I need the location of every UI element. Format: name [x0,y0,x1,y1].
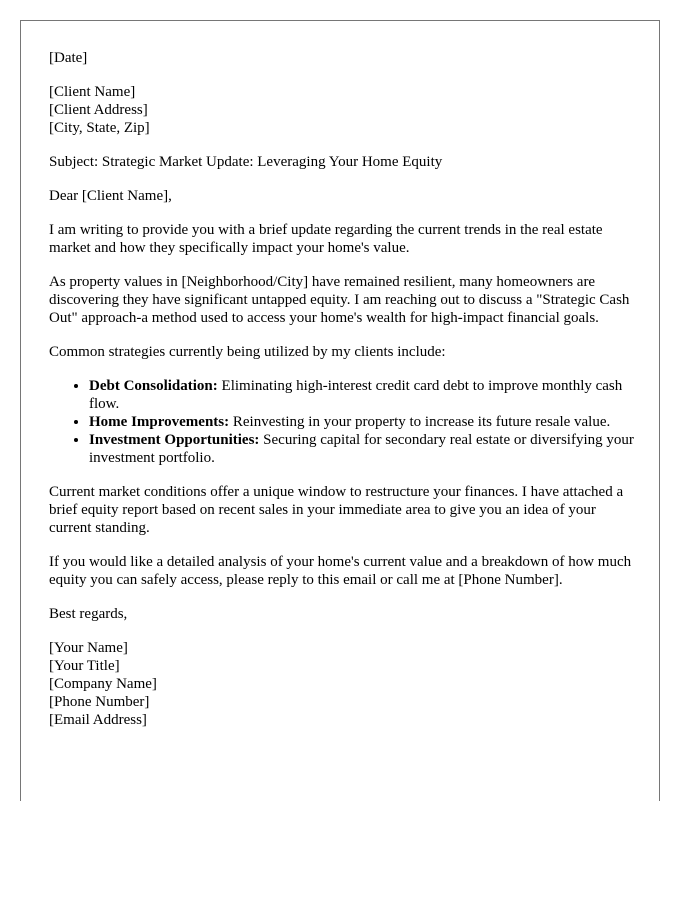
signature-title: [Your Title] [49,658,120,674]
strategies-list [49,377,639,467]
strategy-text: Eliminating high-interest credit card debt to improve monthly cash flow. [89,378,623,412]
letter-date: [Date] [49,50,88,66]
letter-body [49,49,639,745]
strategy-title: Debt Consolidation: [89,378,218,394]
recipient-name: [Client Name] [49,84,136,100]
strategy-title: Home Improvements: [89,414,230,430]
list-item [89,431,639,467]
list-item [89,377,639,413]
letter-salutation: Dear [Client Name], [49,188,172,204]
market-paragraph: Current market conditions offer a unique window to restructure your finances. I have attached a brief equity report based on recent sales in your immediate area to give you an idea of your current standing. [49,484,624,536]
cta-paragraph: If you would like a detailed analysis of your home's current value and a breakdown of how much equity you can safely access, please reply to this email or call me at [Phone Number]. [49,554,632,588]
signature-phone: [Phone Number] [49,694,150,710]
strategy-text: Securing capital for secondary real estate or diversifying your investment portfolio. [89,432,634,466]
letter-subject: Subject: Strategic Market Update: Leveraging Your Home Equity [49,154,443,170]
list-item [89,413,639,431]
intro-paragraph: I am writing to provide you with a brief update regarding the current trends in the real estate market and how they specifically impact your home's value. [49,222,603,256]
strategies-intro: Common strategies currently being utilized by my clients include: [49,344,446,360]
letter-closing: Best regards, [49,606,128,622]
signature-name: [Your Name] [49,640,128,656]
signature-company: [Company Name] [49,676,157,692]
strategy-text: Reinvesting in your property to increase its future resale value. [229,414,611,430]
equity-paragraph: As property values in [Neighborhood/City] have remained resilient, many homeowners are discovering they have significant untapped equity. I am reaching out to discuss a "Strategic Cash Out" approach-a method used to access your home's wealth for high-impact financial goals. [49,274,630,326]
letter-page [20,20,660,801]
recipient-block [49,83,639,137]
signature-block [49,639,639,729]
signature-email: [Email Address] [49,712,147,728]
strategy-title: Investment Opportunities: [89,432,260,448]
recipient-city: [City, State, Zip] [49,120,150,136]
recipient-address: [Client Address] [49,102,148,118]
